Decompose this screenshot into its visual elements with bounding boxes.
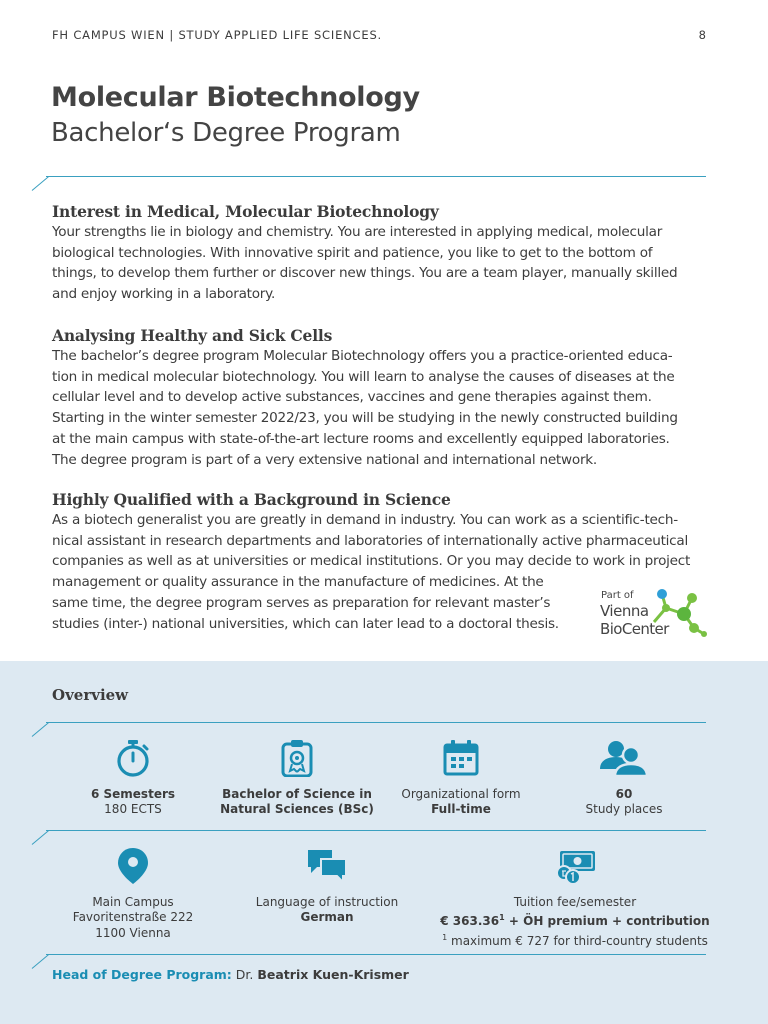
section-body: Your strengths lie in biology and chemistry. You are interested in applying medical, molecular biological technologies. With innovative spirit and patience, you like to get to the bottom of things, to develop them further or discover new things. You are a team player, manually skilled and enjoy working in a laboratory.: [52, 224, 678, 303]
calendar-icon: [442, 739, 480, 777]
title-divider-tick: [32, 176, 49, 191]
overview-divider-middle-tick: [32, 830, 49, 845]
overview-divider-bottom-tick: [32, 954, 49, 969]
vienna-biocenter-logo: [600, 586, 710, 646]
section-analysing: [52, 326, 702, 470]
overview-item-semesters: 6 Semesters 180 ECTS: [58, 739, 208, 818]
overview-item-location: Main Campus Favoritenstraße 222 1100 Vienna: [58, 847, 208, 941]
logo-text-biocenter: BioCenter: [600, 620, 669, 638]
section-heading: Analysing Healthy and Sick Cells: [52, 326, 333, 345]
head-of-program-label: Head of Degree Program:: [52, 967, 232, 982]
overview-divider-top: [46, 722, 706, 723]
section-body: The bachelor’s degree program Molecular Biotechnology offers you a practice-oriented educa- tion in medical molecular biotechnology. You will learn to analyse the causes of diseases at the cellular level and to develop active substances, vaccines and gene therapies against them. Starting in the winter semester 2022/23, you will be studying in the newly constructed building at the main campus with state-of-the-art lecture rooms and excellently equipped laboratories. The degree program is part of a very extensive national and international network.: [52, 348, 678, 468]
section-heading: Interest in Medical, Molecular Biotechnology: [52, 202, 439, 221]
section-interest: [52, 202, 702, 305]
section-heading: Highly Qualified with a Background in Science: [52, 490, 451, 509]
overview-divider-bottom: [46, 954, 706, 955]
overview-heading: Overview: [52, 686, 129, 704]
overview-item-language: Language of instruction German: [237, 847, 417, 926]
running-header: [52, 28, 706, 44]
overview-item-study-places: 60 Study places: [549, 739, 699, 818]
overview-divider-middle: [46, 830, 706, 831]
page-subtitle: Bachelor‘s Degree Program: [51, 118, 401, 148]
people-icon: [599, 739, 649, 777]
certificate-icon: [280, 739, 314, 777]
logo-text-vienna: Vienna: [600, 602, 649, 620]
overview-item-organizational-form: Organizational form Full-time: [386, 739, 536, 818]
page-title: Molecular Biotechnology: [51, 82, 420, 113]
location-pin-icon: [117, 847, 149, 885]
overview-panel: [0, 661, 768, 1024]
page-number: 8: [698, 28, 706, 42]
stopwatch-icon: [115, 739, 151, 777]
running-title: FH CAMPUS WIEN | STUDY APPLIED LIFE SCIENCES.: [52, 28, 382, 42]
overview-item-degree: Bachelor of Science in Natural Sciences (BSc): [212, 739, 382, 818]
head-of-degree-program: Head of Degree Program: Dr. Beatrix Kuen-Krismer: [52, 967, 409, 982]
money-icon: [553, 847, 597, 885]
chat-bubbles-icon: [307, 847, 347, 885]
head-of-program-name: Beatrix Kuen-Krismer: [257, 967, 409, 982]
overview-item-tuition: Tuition fee/semester € $363.36^1$ + ÖH premium + contribution $^1$ maximum € 727 for third-country students: [430, 847, 720, 949]
overview-divider-top-tick: [32, 722, 49, 737]
title-divider: [46, 176, 706, 177]
logo-text-part-of: Part of: [601, 590, 634, 601]
section-body: As a biotech generalist you are greatly in demand in industry. You can work as a scientific-tech- nical assistant in research departments and laboratories of internationally active pharmaceutical companies as well as at universities or medical institutions. Or you may decide to work in project management or quality assurance in the manufacture of medicines. At the same time, the degree program serves as preparation for relevant master’s studies (inter-) national universities, which can later lead to a doctoral thesis.: [52, 512, 691, 632]
